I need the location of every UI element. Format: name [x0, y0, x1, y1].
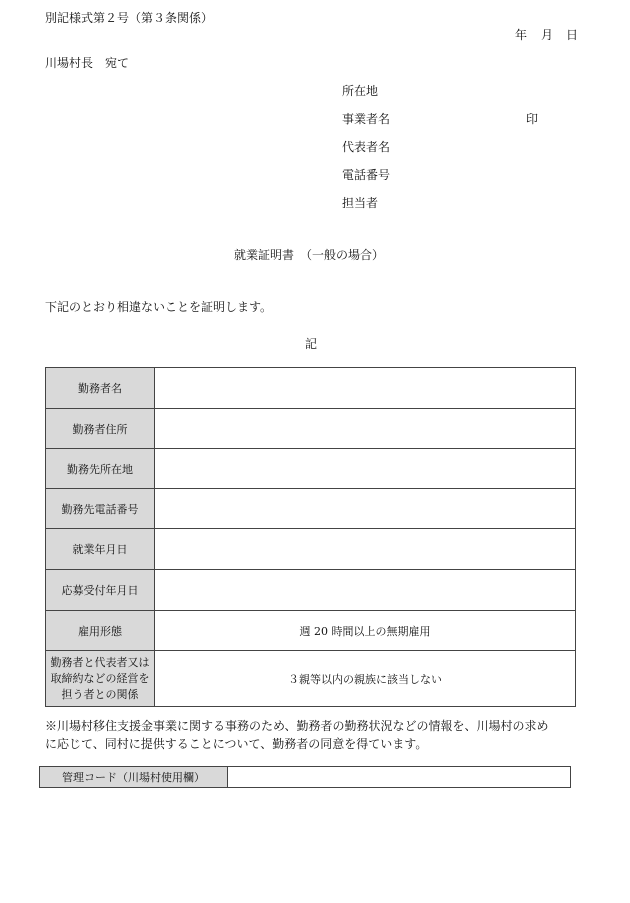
issuer-phone-label: 電話番号: [342, 168, 391, 182]
row-value-employment-type: 週 20 時間以上の無期雇用: [155, 611, 576, 651]
table-row: [46, 570, 576, 611]
date-day-label: 日: [566, 28, 579, 42]
issuer-address-label: 所在地: [342, 84, 379, 98]
row-value-employment-date[interactable]: [155, 529, 576, 570]
table-row: [46, 611, 576, 651]
row-label-relationship: [46, 651, 155, 707]
row-label-worker-name: 勤務者名: [46, 368, 155, 409]
ki-heading: 記: [305, 337, 318, 351]
row-value-relationship: ３親等以内の親族に該当しない: [155, 651, 576, 707]
row-value-application-date[interactable]: [155, 570, 576, 611]
row-label-employment-date: 就業年月日: [46, 529, 155, 570]
table-row: [46, 409, 576, 449]
seal-mark: 印: [526, 112, 539, 126]
consent-note: [45, 717, 575, 753]
row-value-worker-name[interactable]: [155, 368, 576, 409]
management-code-box: [39, 766, 571, 788]
row-label-workplace-address: 勤務先所在地: [46, 449, 155, 489]
relation-label-line: 担う者との関係: [61, 687, 139, 701]
certificate-table: [45, 367, 576, 707]
relation-label-line: 取締約などの経営を: [50, 671, 150, 685]
row-value-workplace-address[interactable]: [155, 449, 576, 489]
row-value-workplace-phone[interactable]: [155, 489, 576, 529]
issuer-business-name-label: 事業者名: [342, 112, 391, 126]
date-year-label: 年: [515, 28, 528, 42]
addressee: 川場村長 宛て: [45, 56, 130, 70]
row-value-worker-address[interactable]: [155, 409, 576, 449]
certification-statement: 下記のとおり相違ないことを証明します。: [45, 300, 273, 314]
date-month-label: 月: [541, 28, 554, 42]
row-label-workplace-phone: 勤務先電話番号: [46, 489, 155, 529]
note-line: ※川場村移住支援金事業に関する事務のため、勤務者の勤務状況などの情報を、川場村の求め: [45, 719, 549, 733]
table-row: [46, 529, 576, 570]
management-code-label: 管理コード（川場村使用欄）: [40, 767, 228, 787]
table-row: [46, 651, 576, 707]
row-label-application-date: 応募受付年月日: [46, 570, 155, 611]
table-row: [46, 368, 576, 409]
table-row: [46, 489, 576, 529]
row-label-employment-type: 雇用形態: [46, 611, 155, 651]
issuer-representative-label: 代表者名: [342, 140, 391, 154]
note-line: に応じて、同村に提供することについて、勤務者の同意を得ています。: [45, 737, 428, 751]
relation-label-line: 勤務者と代表者又は: [50, 655, 150, 669]
table-row: [46, 449, 576, 489]
form-number: 別記様式第２号（第３条関係）: [45, 11, 214, 25]
issuer-contact-label: 担当者: [342, 196, 379, 210]
management-code-value[interactable]: [228, 767, 570, 787]
row-label-worker-address: 勤務者住所: [46, 409, 155, 449]
document-title: 就業証明書 （一般の場合）: [234, 248, 385, 262]
